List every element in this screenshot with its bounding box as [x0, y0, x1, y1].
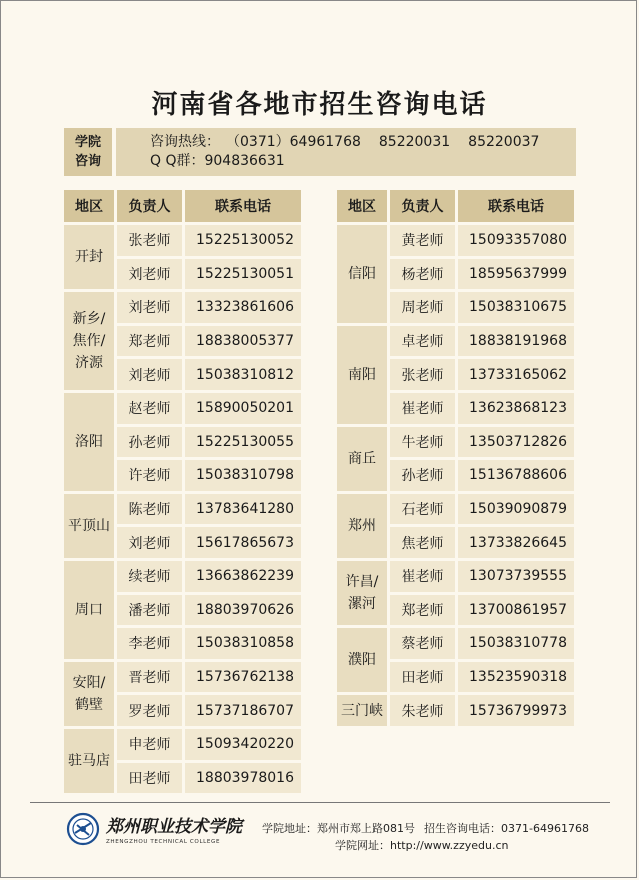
region-cell	[64, 292, 114, 390]
contact-phone: 15038310675	[458, 292, 574, 323]
region-cell	[64, 561, 114, 659]
table-row	[337, 628, 574, 659]
region-cell	[337, 695, 387, 726]
contact-phone: 18803978016	[185, 763, 301, 794]
table-row	[64, 393, 301, 424]
table-row	[64, 494, 301, 525]
contact-person: 石老师	[390, 494, 455, 525]
footer-divider	[30, 802, 610, 803]
contact-person: 孙老师	[117, 427, 182, 458]
contact-person: 焦老师	[390, 527, 455, 558]
contact-person: 牛老师	[390, 427, 455, 458]
contact-phone: 13073739555	[458, 561, 574, 592]
contact-person: 孙老师	[390, 460, 455, 491]
contact-phone: 15038310812	[185, 359, 301, 390]
contact-person: 田老师	[390, 662, 455, 693]
region-name: 南阳	[348, 366, 376, 383]
header-region: 地区	[64, 190, 114, 222]
contact-phone: 15093420220	[185, 729, 301, 760]
contact-person: 罗老师	[117, 695, 182, 726]
region-cell	[337, 225, 387, 323]
contact-person: 晋老师	[117, 662, 182, 693]
hotline-label-line2: 咨询	[74, 154, 101, 169]
table-row	[64, 561, 301, 592]
right-contact-table	[334, 187, 577, 729]
contact-person: 张老师	[390, 359, 455, 390]
region-cell	[64, 494, 114, 558]
region-name: 商丘	[348, 450, 376, 467]
table-row	[64, 225, 301, 256]
contact-phone: 13783641280	[185, 494, 301, 525]
region-name: 安阳/	[72, 674, 106, 691]
contact-phone: 18595637999	[458, 259, 574, 290]
contact-person: 刘老师	[117, 359, 182, 390]
region-name: 信阳	[348, 265, 376, 282]
contact-phone: 15225130051	[185, 259, 301, 290]
contact-phone: 15038310778	[458, 628, 574, 659]
contact-phone: 15039090879	[458, 494, 574, 525]
table-row	[337, 326, 574, 357]
contact-person: 田老师	[117, 763, 182, 794]
contact-phone: 18838005377	[185, 326, 301, 357]
contact-person: 崔老师	[390, 393, 455, 424]
left-contact-table	[61, 187, 304, 796]
contact-phone: 13700861957	[458, 595, 574, 626]
college-logo-graphic	[66, 810, 246, 850]
hotline-number-2: 85220031	[378, 134, 451, 150]
region-cell	[64, 393, 114, 491]
table-row	[337, 427, 574, 458]
contact-phone: 13663862239	[185, 561, 301, 592]
logo-subname: ZHENGZHOU TECHNICAL COLLEGE	[106, 839, 221, 845]
contact-phone: 15093357080	[458, 225, 574, 256]
contact-person: 张老师	[117, 225, 182, 256]
contact-person: 许老师	[117, 460, 182, 491]
header-row	[337, 190, 574, 222]
contact-phone: 15737186707	[185, 695, 301, 726]
contact-phone: 15038310858	[185, 628, 301, 659]
region-name: 郑州	[348, 517, 376, 534]
footer-admission-phone: 招生咨询电话：0371-64961768	[424, 822, 589, 835]
region-name: 鹤壁	[75, 696, 103, 713]
contact-person: 崔老师	[390, 561, 455, 592]
hotline-body	[116, 128, 576, 176]
header-phone: 联系电话	[185, 190, 301, 222]
region-name: 漯河	[348, 596, 376, 613]
hotline-label	[64, 128, 112, 176]
hotline-line1	[150, 133, 576, 152]
contact-phone: 13323861606	[185, 292, 301, 323]
hotline-label-line1: 学院	[74, 135, 101, 150]
contact-phone: 15225130052	[185, 225, 301, 256]
contact-phone: 15890050201	[185, 393, 301, 424]
header-row	[64, 190, 301, 222]
contact-phone: 13503712826	[458, 427, 574, 458]
college-logo	[66, 810, 246, 854]
contact-person: 卓老师	[390, 326, 455, 357]
region-cell	[337, 427, 387, 491]
region-name: 濮阳	[348, 652, 376, 669]
region-name: 驻马店	[68, 753, 110, 769]
contact-phone: 13623868123	[458, 393, 574, 424]
table-row	[64, 292, 301, 323]
contact-phone: 13523590318	[458, 662, 574, 693]
table-row	[337, 494, 574, 525]
region-cell	[337, 561, 387, 625]
region-name: 平顶山	[68, 517, 110, 534]
contact-phone: 15736799973	[458, 695, 574, 726]
region-name: 新乡/	[72, 311, 106, 328]
table-row	[337, 225, 574, 256]
contact-phone: 15038310798	[185, 460, 301, 491]
table-row	[64, 729, 301, 760]
contact-person: 潘老师	[117, 595, 182, 626]
header-region: 地区	[337, 190, 387, 222]
region-cell	[64, 729, 114, 793]
region-name: 济源	[75, 355, 103, 372]
region-cell	[337, 326, 387, 424]
contact-person: 刘老师	[117, 292, 182, 323]
header-person: 负责人	[117, 190, 182, 222]
logo-name: 郑州职业技术学院	[106, 817, 242, 837]
contact-person: 刘老师	[117, 527, 182, 558]
contact-person: 赵老师	[117, 393, 182, 424]
contact-person: 蔡老师	[390, 628, 455, 659]
contact-person: 申老师	[117, 729, 182, 760]
region-name: 许昌/	[345, 574, 379, 591]
hotline-box	[64, 128, 576, 176]
contact-phone: 13733826645	[458, 527, 574, 558]
contact-phone: 18838191968	[458, 326, 574, 357]
table-row	[337, 695, 574, 726]
table-row	[64, 662, 301, 693]
contact-person: 李老师	[117, 628, 182, 659]
contact-phone: 15617865673	[185, 527, 301, 558]
footer-website: 学院网址：http://www.zzyedu.cn	[335, 839, 509, 852]
hotline-number-1: （0371）64961768	[226, 134, 361, 150]
contact-person: 郑老师	[117, 326, 182, 357]
header-person: 负责人	[390, 190, 455, 222]
contact-phone: 15225130055	[185, 427, 301, 458]
contact-person: 周老师	[390, 292, 455, 323]
contact-phone: 15736762138	[185, 662, 301, 693]
contact-person: 杨老师	[390, 259, 455, 290]
contact-phone: 15136788606	[458, 460, 574, 491]
contact-person: 郑老师	[390, 595, 455, 626]
contact-phone: 18803970626	[185, 595, 301, 626]
contact-phone: 13733165062	[458, 359, 574, 390]
contact-person: 黄老师	[390, 225, 455, 256]
footer-address: 学院地址：郑州市郑上路081号	[262, 822, 415, 835]
region-name: 三门峡	[341, 702, 383, 719]
region-name: 焦作/	[72, 333, 106, 350]
region-cell	[64, 662, 114, 726]
contact-person: 朱老师	[390, 695, 455, 726]
contact-person: 陈老师	[117, 494, 182, 525]
region-name: 开封	[75, 249, 103, 266]
region-cell	[337, 628, 387, 692]
region-cell	[64, 225, 114, 289]
region-name: 洛阳	[75, 433, 103, 450]
contact-person: 续老师	[117, 561, 182, 592]
region-name: 周口	[75, 601, 103, 618]
contact-person: 刘老师	[117, 259, 182, 290]
page-title: 河南省各地市招生咨询电话	[151, 90, 488, 120]
hotline-prefix: 咨询热线：	[150, 134, 220, 150]
hotline-qq-group: Q Q群：904836631	[150, 153, 285, 169]
region-cell	[337, 494, 387, 558]
hotline-number-3: 85220037	[468, 134, 540, 150]
table-row	[337, 561, 574, 592]
header-phone: 联系电话	[458, 190, 574, 222]
